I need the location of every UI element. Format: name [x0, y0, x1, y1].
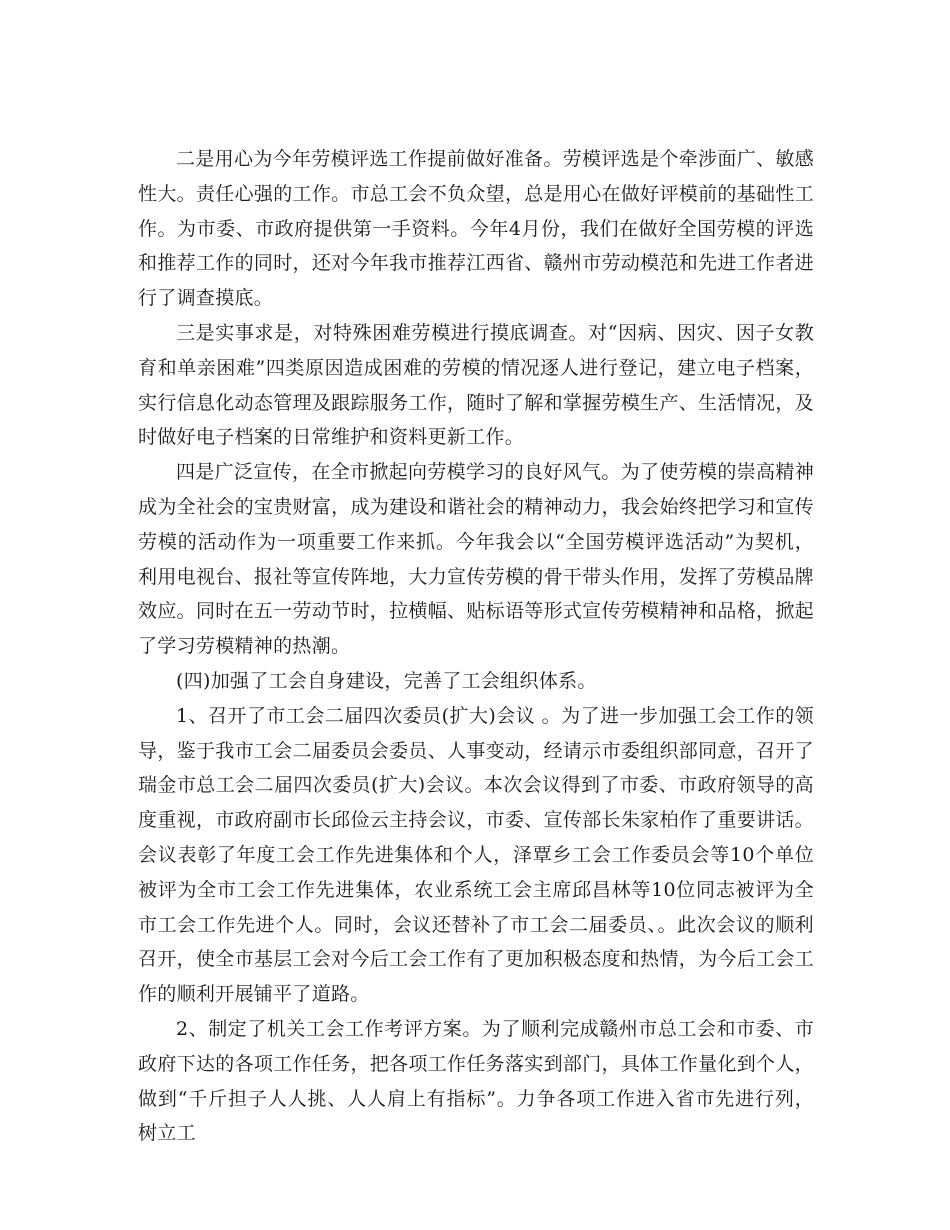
document-body	[138, 142, 814, 1151]
paragraph-model-worker-selection: 二是用心为今年劳模评选工作提前做好准备。劳模评选是个牵涉面广、敏感性大。责任心强的工作。市总工会不负众望，总是用心在做好评模前的基础性工作。为市委、市政府提供第一手资料。今年4月份，我们在做好全国劳模的评选和推荐工作的同时，还对今年我市推荐江西省、赣州市劳动模范和先进工作者进行了调查摸底。	[138, 148, 814, 310]
paragraph-publicity: 四是广泛宣传，在全市掀起向劳模学习的良好风气。为了使劳模的崇高精神成为全社会的宝贵财富，成为建设和谐社会的精神动力，我会始终把学习和宣传劳模的活动作为一项重要工作来抓。今年我会以“全国劳模评选活动”为契机，利用电视台、报社等宣传阵地，大力宣传劳模的骨干带头作用，发挥了劳模品牌效应。同时在五一劳动节时，拉横幅、贴标语等形式宣传劳模精神和品格，掀起了学习劳模精神的热潮。	[138, 461, 814, 658]
paragraph-committee-meeting: 1、召开了市工会二届四次委员(扩大)会议 。为了进一步加强工会工作的领导，鉴于我市工会二届委员会委员、人事变动，经请示市委组织部同意，召开了瑞金市总工会二届四次委员(扩大)会议。本次会议得到了市委、市政府领导的高度重视，市政府副市长邱俭云主持会议，市委、宣传部长朱家柏作了重要讲话。会议表彰了年度工会工作先进集体和个人，泽覃乡工会工作委员会等10个单位被评为全市工会工作先进集体，农业系统工会主席邱昌林等10位同志被评为全市工会工作先进个人。同时，会议还替补了市工会二届委员、。此次会议的顺利召开，使全市基层工会对今后工会工作有了更加积极态度和热情，为今后工会工作的顺利开展铺平了道路。	[138, 704, 814, 1006]
paragraph-evaluation-plan: 2、制定了机关工会工作考评方案。为了顺利完成赣州市总工会和市委、市政府下达的各项工作任务，把各项工作任务落实到部门，具体工作量化到个人，做到“千斤担子人人挑、人人肩上有指标”。力争各项工作进入省市先进行列，树立工	[138, 1017, 814, 1145]
paragraph-hardship-survey: 三是实事求是，对特殊困难劳模进行摸底调查。对“因病、因灾、因子女教育和单亲困难”四类原因造成困难的劳模的情况逐人进行登记，建立电子档案，实行信息化动态管理及跟踪服务工作，随时了解和掌握劳模生产、生活情况，及时做好电子档案的日常维护和资料更新工作。	[138, 321, 814, 449]
section-heading-union-building: (四)加强了工会自身建设，完善了工会组织体系。	[176, 669, 597, 692]
